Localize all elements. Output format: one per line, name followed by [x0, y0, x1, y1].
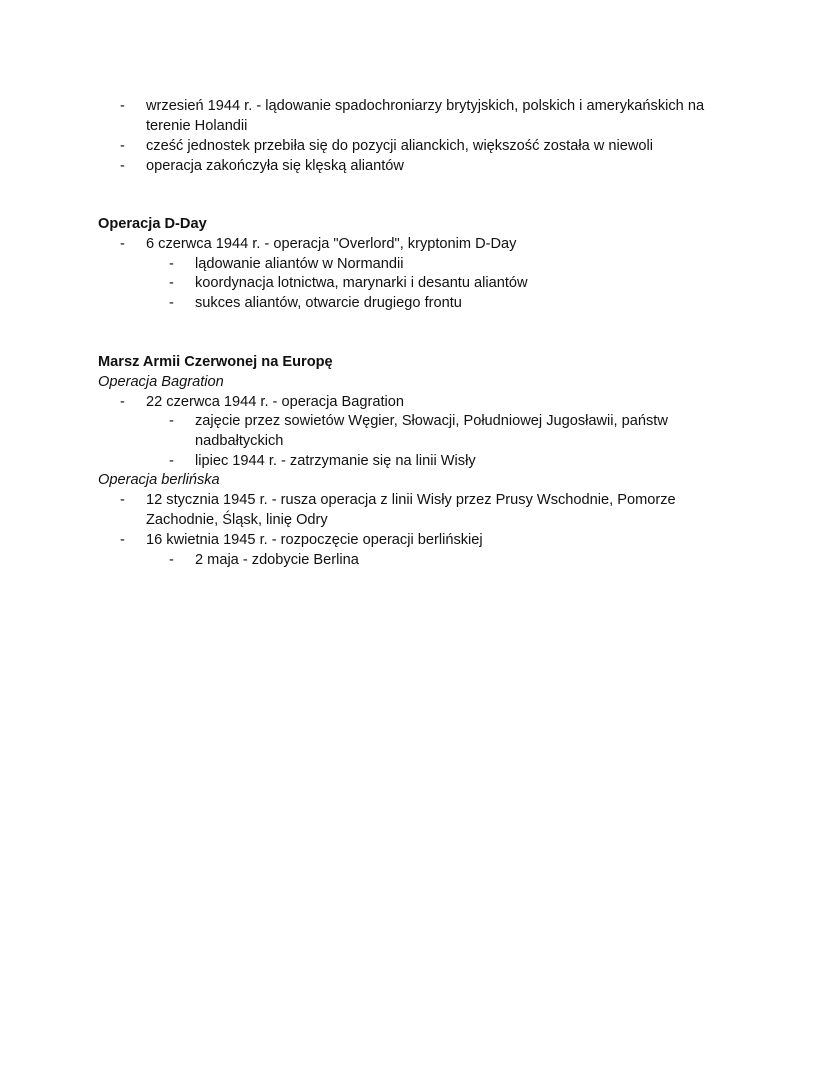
bullet-dash: -: [169, 552, 174, 568]
bullet-dash: -: [169, 256, 174, 272]
list-item-text: 12 stycznia 1945 r. - rusza operacja z linii Wisły przez Prusy Wschodnie, Pomorze Zachodnie, Śląsk, linię Odry: [146, 492, 676, 528]
list-item: [120, 392, 726, 412]
bullet-dash: -: [120, 492, 125, 508]
list-item-text: 6 czerwca 1944 r. - operacja "Overlord", kryptonim D-Day: [146, 236, 517, 252]
bullet-dash: -: [120, 394, 125, 410]
section-heading-dday: Operacja D-Day: [98, 216, 207, 232]
sub-list-item: [169, 550, 715, 570]
subheading-berlin: Operacja berlińska: [98, 472, 220, 488]
list-item: [120, 234, 726, 254]
list-item-text: 2 maja - zdobycie Berlina: [195, 552, 359, 568]
bullet-dash: -: [120, 236, 125, 252]
list-item: [120, 156, 726, 176]
subheading-bagration: Operacja Bagration: [98, 374, 224, 390]
list-item-text: zajęcie przez sowietów Węgier, Słowacji, Południowej Jugosławii, państw nadbałtyckich: [195, 413, 668, 449]
list-item: [120, 530, 726, 550]
list-item: [120, 136, 726, 156]
bullet-dash: -: [120, 158, 125, 174]
list-item-text: sukces aliantów, otwarcie drugiego frontu: [195, 295, 462, 311]
list-item-text: cześć jednostek przebiła się do pozycji alianckich, większość została w niewoli: [146, 138, 653, 154]
list-item-text: lipiec 1944 r. - zatrzymanie się na linii Wisły: [195, 453, 476, 469]
sub-list-item: [169, 451, 715, 471]
list-item-text: operacja zakończyła się klęską aliantów: [146, 158, 404, 174]
list-item: [120, 96, 726, 136]
list-item-text: 22 czerwca 1944 r. - operacja Bagration: [146, 394, 404, 410]
list-item-text: lądowanie aliantów w Normandii: [195, 256, 404, 272]
list-item-text: 16 kwietnia 1945 r. - rozpoczęcie operacji berlińskiej: [146, 532, 483, 548]
section-heading-red-army: Marsz Armii Czerwonej na Europę: [98, 354, 333, 370]
bullet-dash: -: [169, 275, 174, 291]
sub-list-item: [169, 254, 715, 274]
bullet-dash: -: [169, 453, 174, 469]
bullet-dash: -: [169, 413, 174, 429]
bullet-dash: -: [120, 98, 125, 114]
list-item-text: koordynacja lotnictwa, marynarki i desantu aliantów: [195, 275, 528, 291]
list-item-text: wrzesień 1944 r. - lądowanie spadochroniarzy brytyjskich, polskich i amerykańskich na terenie Holandii: [146, 98, 705, 134]
bullet-dash: -: [120, 532, 125, 548]
sub-list-item: [169, 293, 715, 313]
list-item: [120, 490, 726, 530]
sub-list-item: [169, 273, 715, 293]
bullet-dash: -: [169, 295, 174, 311]
sub-list-item: [169, 411, 715, 451]
bullet-dash: -: [120, 138, 125, 154]
